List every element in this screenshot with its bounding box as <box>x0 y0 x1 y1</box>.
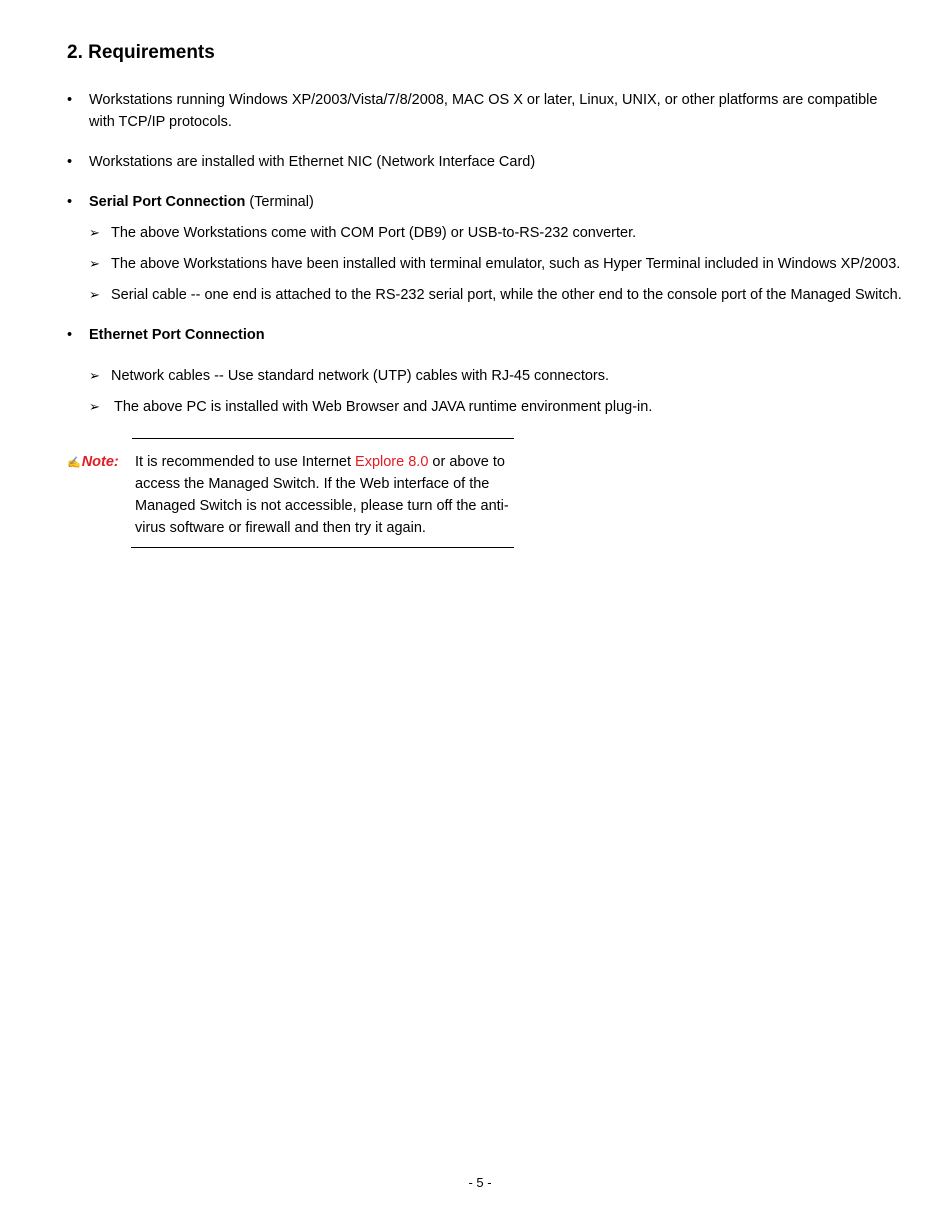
arrow-marker: ➢ <box>89 225 100 240</box>
note-text <box>135 451 515 539</box>
arrow-marker: ➢ <box>89 368 100 383</box>
bullet-marker: • <box>67 194 73 210</box>
sub-item-network-cables: Network cables -- Use standard network (UTP) cables with RJ-45 connectors. <box>111 368 610 384</box>
note-text-before: It is recommended to use Internet <box>135 454 356 470</box>
bullet-marker: • <box>67 327 73 343</box>
bullet-marker: • <box>67 154 73 170</box>
bullet-item-serial-port <box>89 191 879 213</box>
section-heading: 2. Requirements <box>67 42 215 63</box>
bullet-item-platforms: Workstations running Windows XP/2003/Vista/7/8/2008, MAC OS X or later, Linux, UNIX, or other platforms are compatible with TCP/IP protocols. <box>89 92 878 130</box>
serial-port-title: Serial Port Connection <box>89 194 246 210</box>
sub-item-serial-cable: Serial cable -- one end is attached to the RS-232 serial port, while the other end to the console port of the Managed Switch. <box>111 287 902 303</box>
note-label-text: Note: <box>81 454 119 470</box>
sub-item-com-port: The above Workstations come with COM Port (DB9) or USB-to-RS-232 converter. <box>111 225 637 241</box>
note-bottom-rule <box>131 547 514 548</box>
arrow-marker: ➢ <box>89 287 100 302</box>
pencil-icon: ✍ <box>67 457 81 469</box>
sub-item-terminal-emulator: The above Workstations have been installed with terminal emulator, such as Hyper Terminal included in Windows XP/2003. <box>111 256 901 272</box>
note-label <box>67 451 119 474</box>
arrow-marker: ➢ <box>89 256 100 271</box>
note-top-rule <box>132 438 514 439</box>
arrow-marker: ➢ <box>89 399 100 414</box>
note-text-after: or above to access the Managed Switch. If the Web interface of the Managed Switch is not accessible, please turn off the anti-virus software or firewall and then try it again. <box>135 454 509 536</box>
page-number: - 5 - <box>468 1175 492 1190</box>
bullet-item-nic: Workstations are installed with Ethernet NIC (Network Interface Card) <box>89 154 536 170</box>
note-highlight: Explore 8.0 <box>355 454 429 470</box>
serial-port-suffix: (Terminal) <box>245 194 314 210</box>
bullet-item-ethernet-port: Ethernet Port Connection <box>89 327 265 343</box>
bullet-marker: • <box>67 92 73 108</box>
sub-item-web-browser: The above PC is installed with Web Browser and JAVA runtime environment plug-in. <box>114 399 653 415</box>
